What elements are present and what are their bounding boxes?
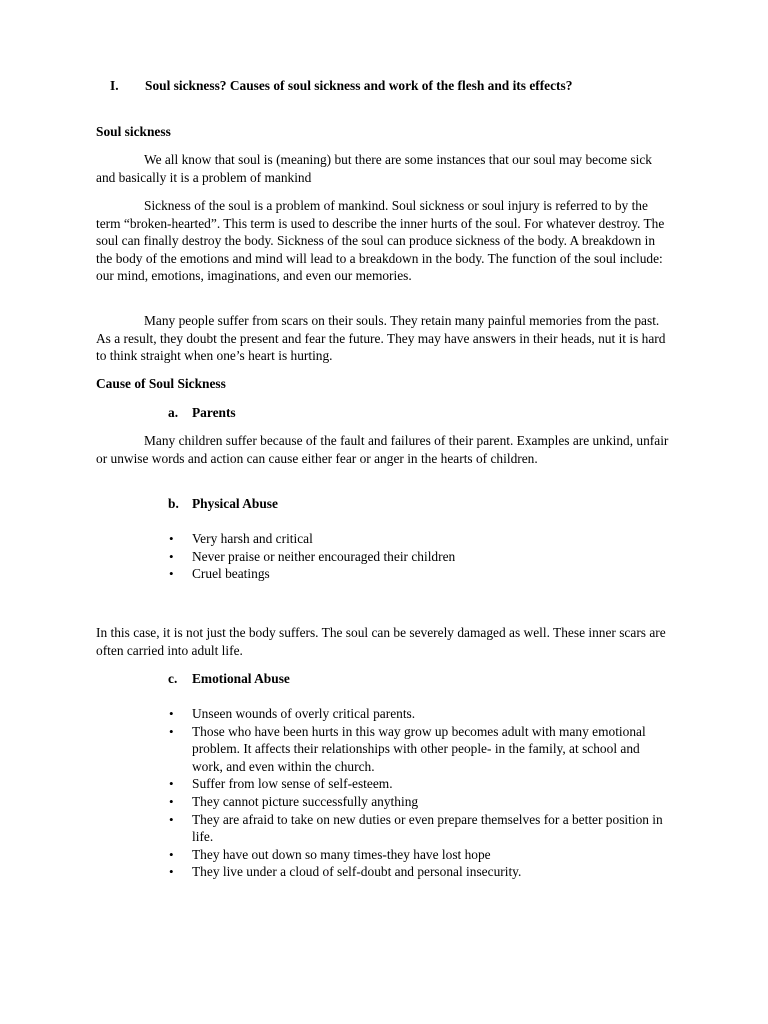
paragraph-intro: We all know that soul is (meaning) but there are some instances that our soul may become sick and basically it is a problem of mankind [96, 152, 652, 185]
subsection-title: Emotional Abuse [192, 671, 290, 686]
bullet-icon: • [169, 811, 174, 827]
list-item: • Cruel beatings [169, 566, 270, 582]
list-item: • Very harsh and critical [169, 531, 313, 546]
subsection-heading-emotional-abuse [168, 670, 290, 688]
emotional-abuse-list [168, 705, 672, 881]
bullet-icon: • [169, 723, 174, 739]
bullet-icon: • [169, 548, 174, 564]
subsection-heading-physical-abuse [168, 495, 278, 513]
paragraph-scars: Many people suffer from scars on their souls. They retain many painful memories from the past. As a result, they doubt the present and fear the future. They may have answers in their heads, nut it is hard to think straight when one’s heart is hurting. [96, 313, 666, 364]
list-item: • They are afraid to take on new duties or even prepare themselves for a better position in life. [169, 811, 663, 845]
subsection-heading-parents [168, 404, 236, 422]
bullet-icon: • [169, 706, 174, 721]
list-item: • Those who have been hurts in this way grow up becomes adult with many emotional problem. It affects their relationships with other people- in the family, at school and work, and even within the church. [169, 723, 646, 774]
list-item: • They cannot picture successfully anything [169, 793, 419, 809]
subsection-letter: b. [168, 496, 179, 511]
bullet-icon: • [169, 566, 174, 582]
physical-abuse-list [168, 530, 672, 583]
paragraph-parents: Many children suffer because of the fault and failures of their parent. Examples are unkind, unfair or unwise words and action can cause either fear or anger in the hearts of children. [96, 433, 669, 466]
subsection-title: Physical Abuse [192, 496, 278, 511]
paragraph-broken-hearted: Sickness of the soul is a problem of mankind. Soul sickness or soul injury is referred to by the term “broken-hearted”. This term is used to describe the inner hurts of the soul. For whatever destroy. The soul can finally destroy the body. Sickness of the soul can produce sickness of the body. A breakdown in the body of the emotions and mind will lead to a breakdown in the body. The function of the soul include: our mind, emotions, imaginations, and even our memories. [96, 198, 665, 284]
list-item: • They have out down so many times-they have lost hope [169, 846, 491, 862]
section-title-soul-sickness: Soul sickness [96, 124, 171, 139]
paragraph-physical-abuse-effect: In this case, it is not just the body suffers. The soul can be severely damaged as well. These inner scars are often carried into adult life. [96, 625, 666, 658]
list-item: • Suffer from low sense of self-esteem. [169, 776, 393, 792]
subsection-letter: c. [168, 671, 178, 686]
main-heading-number: I. [110, 78, 119, 93]
bullet-icon: • [169, 846, 174, 862]
bullet-icon: • [169, 864, 174, 880]
subsection-title: Parents [192, 405, 236, 420]
bullet-icon: • [169, 793, 174, 809]
bullet-icon: • [169, 531, 174, 546]
list-item: • Unseen wounds of overly critical parents. [169, 706, 416, 721]
main-heading [110, 77, 572, 95]
main-heading-text: Soul sickness? Causes of soul sickness and work of the flesh and its effects? [145, 78, 573, 93]
section-title-cause: Cause of Soul Sickness [96, 376, 226, 391]
list-item: • They live under a cloud of self-doubt and personal insecurity. [169, 864, 522, 880]
bullet-icon: • [169, 776, 174, 792]
subsection-letter: a. [168, 405, 179, 420]
list-item: • Never praise or neither encouraged their children [169, 548, 456, 564]
